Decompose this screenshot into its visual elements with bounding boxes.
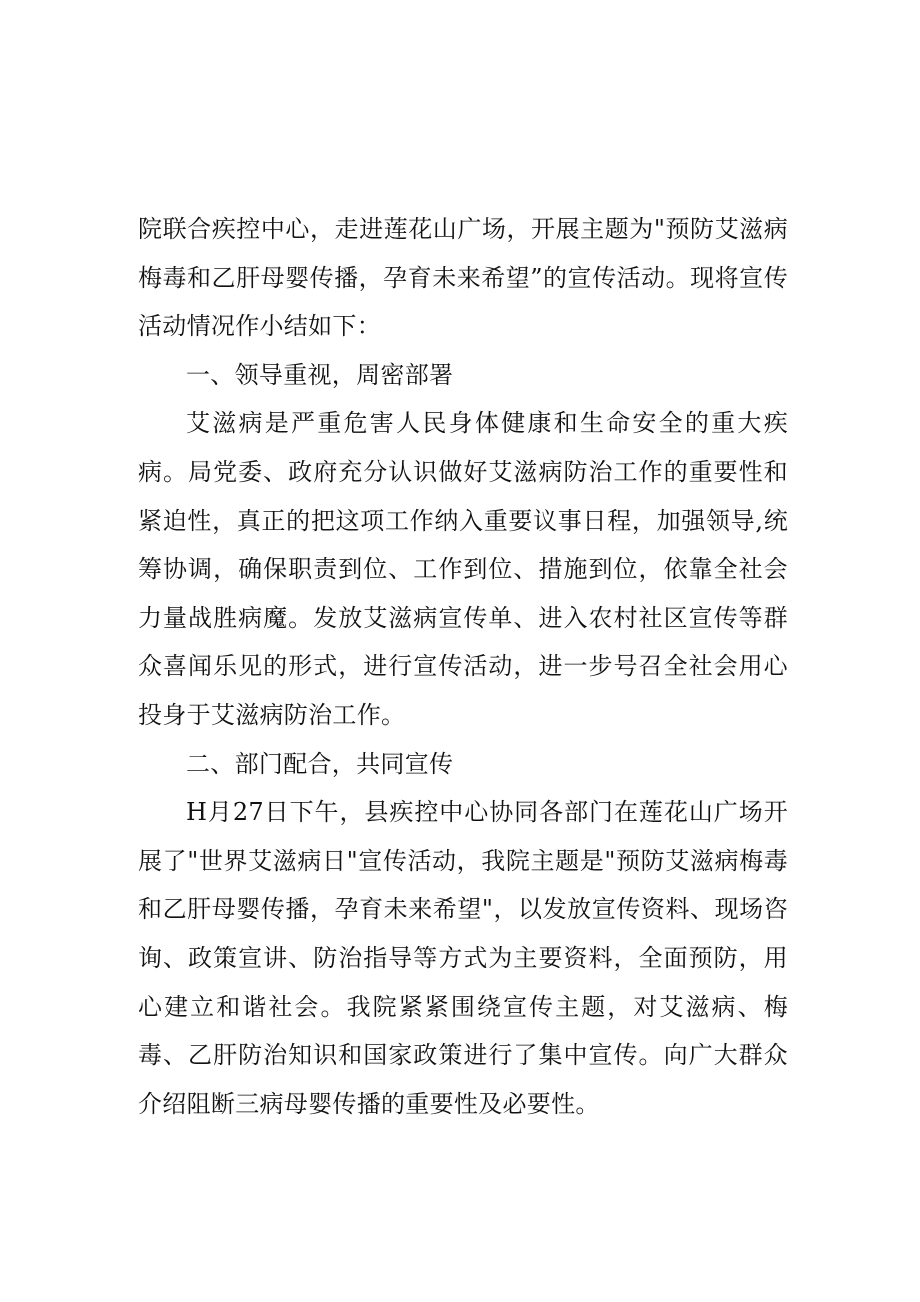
- body-paragraph: 院联合疾控中心，走进莲花山广场，开展主题为"预防艾滋病梅毒和乙肝母婴传播，孕育未来希望”的宣传活动。现将宣传活动情况作小结如下：: [138, 215, 788, 341]
- body-paragraph: H月27日下午，县疾控中心协同各部门在莲花山广场开展了"世界艾滋病日"宣传活动，我院主题是"预防艾滋病梅毒和乙肝母婴传播，孕育未来希望"，以发放宣传资料、现场咨询、政策宣讲、防治指导等方式为主要资料，全面预防，用心建立和谐社会。我院紧紧围绕宣传主题，对艾滋病、梅毒、乙肝防治知识和国家政策进行了集中宣传。向广大群众介绍阻断三病母婴传播的重要性及必要性。: [138, 798, 788, 1118]
- document-page: [138, 205, 788, 1128]
- section-heading-1: 一、领导重视，周密部署: [186, 360, 454, 389]
- section-heading-2: 二、部门配合，共同宣传: [186, 749, 454, 778]
- body-paragraph: 艾滋病是严重危害人民身体健康和生命安全的重大疾病。局党委、政府充分认识做好艾滋病防治工作的重要性和紧迫性，真正的把这项工作纳入重要议事日程，加强领导,统筹协调，确保职责到位、工作到位、措施到位，依靠全社会力量战胜病魔。发放艾滋病宣传单、进入农村社区宣传等群众喜闻乐见的形式，进行宣传活动，进一步号召全社会用心投身于艾滋病防治工作。: [138, 409, 788, 729]
